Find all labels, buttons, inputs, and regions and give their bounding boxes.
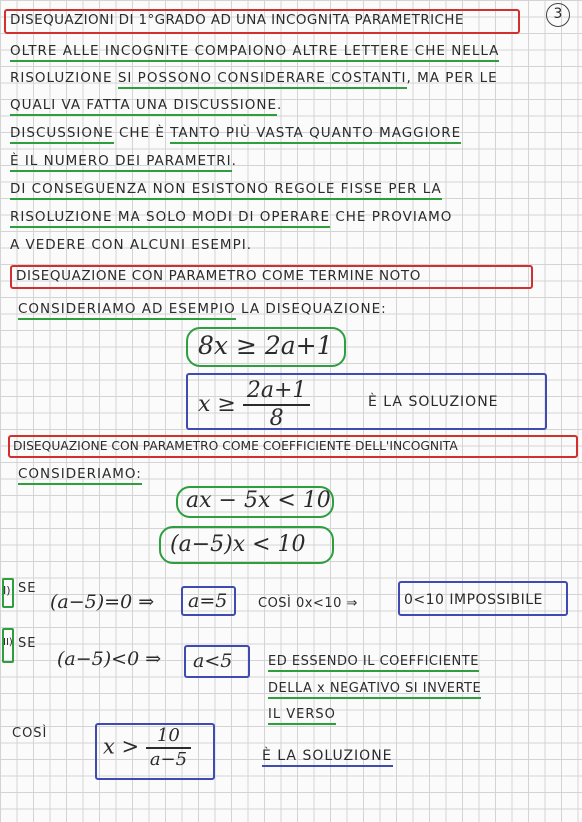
section2-equation1: ax − 5x < 10 <box>186 488 331 513</box>
case2-label: SE <box>18 636 37 651</box>
section1-intro: CONSIDERIAMO AD ESEMPIO LA DISEQUAZIONE: <box>18 303 387 317</box>
intro-line-5: È IL NUMERO DEI PARAMETRI. <box>10 155 237 169</box>
conclusion-formula: x > $\frac{10}{a-5}$ <box>103 727 191 769</box>
section2-equation2: (a−5)x < 10 <box>170 532 306 557</box>
section1-solution-note: È LA SOLUZIONE <box>368 394 499 410</box>
section2-intro: CONSIDERIAMO: <box>18 468 142 482</box>
intro-line-7: RISOLUZIONE MA SOLO MODI DI OPERARE CHE PROVIAMO <box>10 211 452 225</box>
case2-note-2: DELLA x NEGATIVO SI INVERTE <box>268 682 481 695</box>
case2-marker: II) <box>3 637 13 648</box>
section1-solution: x ≥ $\frac{2a+1}{8}$ <box>198 380 310 430</box>
case1-conclusion: 0<10 IMPOSSIBILE <box>404 592 543 608</box>
case2-condition: (a−5)<0 ⇒ <box>57 648 162 670</box>
solution-fraction: $\frac{2a+1}{8}$ <box>243 380 311 430</box>
conclusion-note: È LA SOLUZIONE <box>262 749 393 763</box>
case1-then: COSÌ 0x<10 ⇒ <box>258 596 358 611</box>
case1-label: SE <box>18 581 37 596</box>
case1-marker: I) <box>3 584 11 597</box>
conclusion-fraction: $\frac{10}{a-5}$ <box>146 727 191 769</box>
intro-line-1: OLTRE ALLE INCOGNITE COMPAIONO ALTRE LETTERE CHE NELLA <box>10 45 499 59</box>
intro-text: RISOLUZIONE <box>10 70 113 86</box>
intro-line-2: RISOLUZIONE SI POSSONO CONSIDERARE COSTANTI, MA PER LE <box>10 72 498 86</box>
case2-result: a<5 <box>193 650 233 672</box>
intro-underlined: SI POSSONO CONSIDERARE COSTANTI <box>118 70 407 89</box>
page-number: 3 <box>546 3 570 27</box>
section1-equation: 8x ≥ 2a+1 <box>198 331 333 360</box>
intro-line-8: A VEDERE CON ALCUNI ESEMPI. <box>10 237 252 253</box>
page-title: DISEQUAZIONI DI 1°GRADO AD UNA INCOGNITA PARAMETRICHE <box>10 12 464 28</box>
section1-title: DISEQUAZIONE CON PARAMETRO COME TERMINE NOTO <box>16 268 421 284</box>
intro-line-6: DI CONSEGUENZA NON ESISTONO REGOLE FISSE PER LA <box>10 183 442 197</box>
case1-condition: (a−5)=0 ⇒ <box>50 591 155 613</box>
case2-note-1: ED ESSENDO IL COEFFICIENTE <box>268 655 479 668</box>
conclusion-prefix: COSÌ <box>12 726 48 741</box>
case2-note-3: IL VERSO <box>268 708 336 721</box>
case1-result: a=5 <box>188 590 228 612</box>
intro-line-3: QUALI VA FATTA UNA DISCUSSIONE. <box>10 99 282 113</box>
section2-title: DISEQUAZIONE CON PARAMETRO COME COEFFICIENTE DELL'INCOGNITA <box>13 439 458 453</box>
intro-line-4: DISCUSSIONE CHE È TANTO PIÙ VASTA QUANTO MAGGIORE <box>10 127 461 141</box>
